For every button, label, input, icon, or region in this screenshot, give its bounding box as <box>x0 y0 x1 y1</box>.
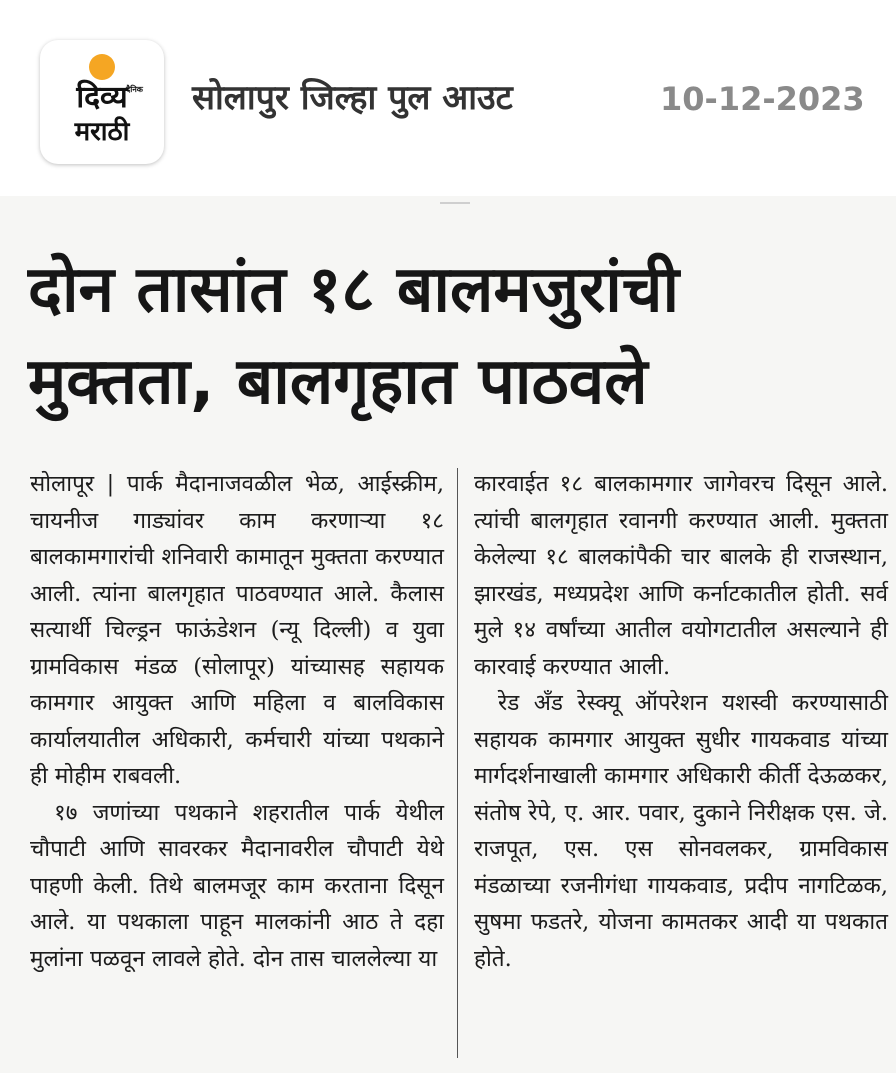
newspaper-clipping <box>0 196 896 1073</box>
article-headline <box>28 244 888 428</box>
right-paragraph-2: रेड अँड रेस्क्यू ऑपरेशन यशस्वी करण्यासाठी सहायक कामगार आयुक्त सुधीर गायकवाड यांच्या मार्गदर्शनाखाली कामगार अधिकारी कीर्ती देऊळकर, संतोष रेपे, ए. आर. पवार, दुकाने निरीक्षक एस. जे. राजपूत, एस. एस सोनवलकर, ग्रामविकास मंडळाच्या रजनीगंधा गायकवाड, प्रदीप नागटिळक, सुषमा फडतरे, योजना कामतकर आदी या पथकात होते. <box>474 690 888 972</box>
clipping-edge-mark <box>440 202 470 204</box>
logo-line-1: दिव्य <box>76 80 128 115</box>
post-date: 10-12-2023 <box>660 80 865 118</box>
left-paragraph-2: १७ जणांच्या पथकाने शहरातील पार्क येथील चौपाटी आणि सावरकर मैदानावरील चौपाटी येथे पाहणी केली. तिथे बालमजूर काम करताना दिसून आले. या पथकाला पाहून मालकांनी आठ ते दहा मुलांना पळवून लावले होते. दोन तास चाललेल्या या <box>30 799 444 972</box>
headline-line-1: दोन तासांत १८ बालमजुरांची <box>28 253 680 327</box>
column-divider <box>457 468 458 1058</box>
logo-small-text: दैनिक <box>126 85 143 94</box>
post-title: सोलापुर जिल्हा पुल आउट <box>192 78 513 118</box>
logo-line-2: मराठी <box>74 117 130 147</box>
headline-line-2: मुक्तता, बालगृहात पाठवले <box>28 345 648 419</box>
article-column-right <box>474 466 888 977</box>
sun-icon <box>89 54 115 80</box>
post-header <box>0 0 896 196</box>
article-column-left <box>30 466 444 977</box>
left-paragraph-1: सोलापूर | पार्क मैदानाजवळील भेळ, आईस्क्रीम, चायनीज गाड्यांवर काम करणाऱ्या १८ बालकामगारांची शनिवारी कामातून मुक्तता करण्यात आली. त्यांना बालगृहात पाठवण्यात आले. कैलास सत्यार्थी चिल्ड्रन फाऊंडेशन (न्यू दिल्ली) व युवा ग्रामविकास मंडळ (सोलापूर) यांच्यासह सहायक कामगार आयुक्त आणि महिला व बालविकास कार्यालयातील अधिकारी, कर्मचारी यांच्या पथकाने ही मोहीम राबवली. <box>30 471 444 789</box>
divya-marathi-logo[interactable] <box>40 40 164 164</box>
right-paragraph-1: कारवाईत १८ बालकामगार जागेवरच दिसून आले. त्यांची बालगृहात रवानगी करण्यात आली. मुक्तता केलेल्या १८ बालकांपैकी चार बालके ही राजस्थान, झारखंड, मध्यप्रदेश आणि कर्नाटकातील होती. सर्व मुले १४ वर्षांच्या आतील वयोगटातील असल्याने ही कारवाई करण्यात आली. <box>474 471 888 680</box>
